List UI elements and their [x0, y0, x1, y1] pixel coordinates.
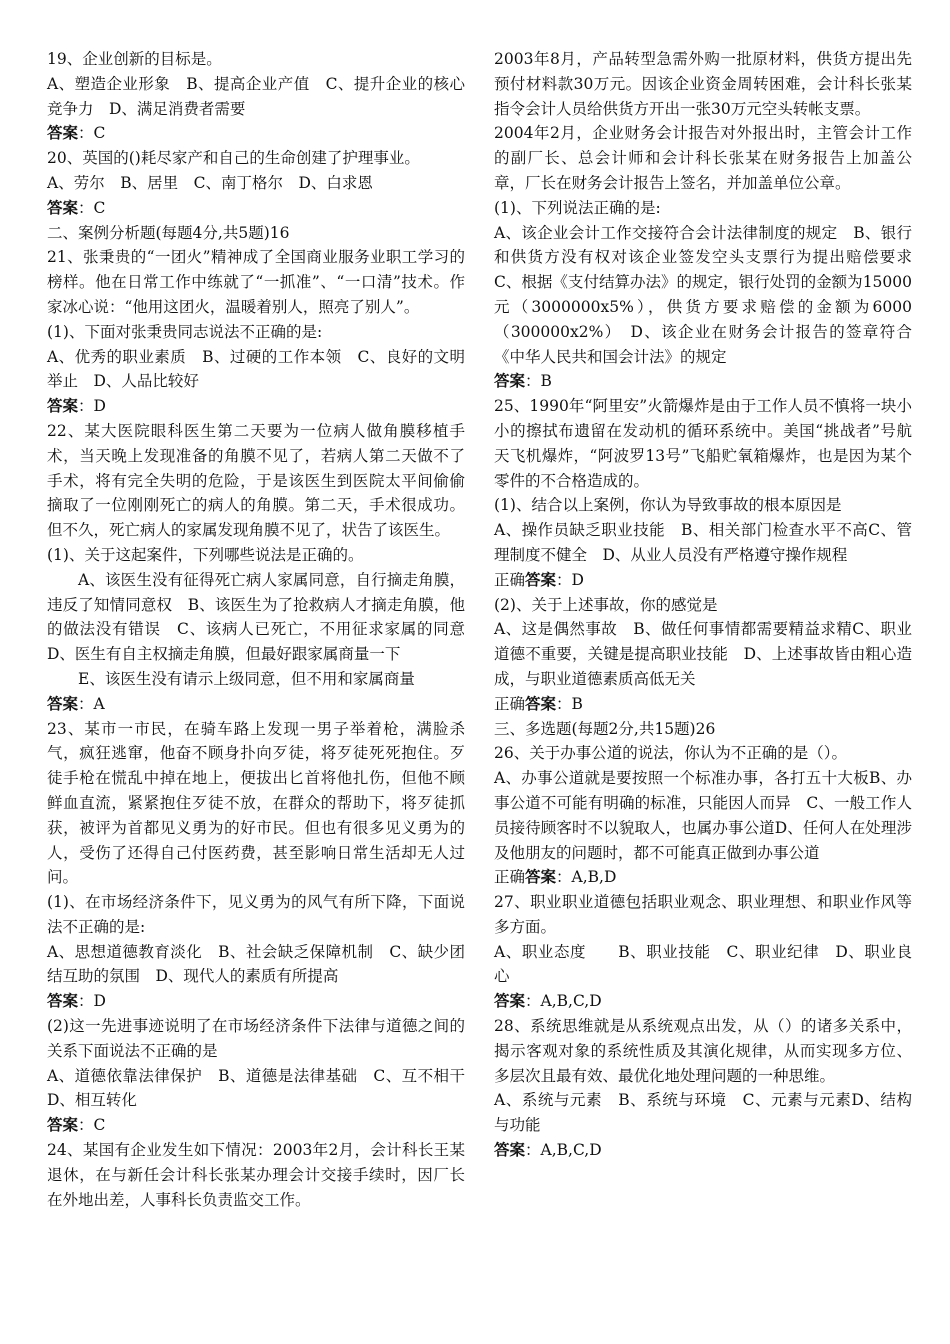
text-paragraph: A、办事公道就是要按照一个标准办事，各打五十大板B、办事公道不可能有明确的标准，只能因人而异 C、一般工作人员接待顾客时不以貌取人，也属办事公道D、任何人在处理涉及他朋友的问题时，都不可能真正做到办事公道	[494, 769, 912, 862]
answer-value: ：D	[78, 397, 106, 416]
text-paragraph: A、塑造企业形象 B、提高企业产值 C、提升企业的核心竞争力 D、满足消费者需要	[47, 74, 465, 118]
answer-line	[494, 568, 912, 593]
answer-value: ：B	[556, 694, 583, 713]
text-paragraph: A、劳尔 B、居里 C、南丁格尔 D、白求恩	[47, 173, 373, 192]
answer-value: ：D	[78, 992, 106, 1011]
text-paragraph: (1)、在市场经济条件下，见义勇为的风气有所下降，下面说法不正确的是:	[47, 893, 465, 936]
answer-label: 答案	[525, 693, 557, 713]
answer-line	[494, 692, 912, 717]
answer-line	[47, 989, 465, 1014]
answer-line	[47, 1113, 465, 1138]
text-paragraph: 27、职业职业道德包括职业观念、职业理想、和职业作风等多方面。	[494, 893, 912, 936]
answer-value: ：A,B,C,D	[525, 1141, 602, 1160]
text-paragraph: E、该医生没有请示上级同意，但不用和家属商量	[78, 669, 415, 688]
answer-label: 答案	[47, 1115, 79, 1135]
text-paragraph: A、操作员缺乏职业技能 B、相关部门检查水平不高C、管理制度不健全 D、从业人员没有严格遵守操作规程	[494, 521, 912, 564]
answer-label: 答案	[47, 197, 79, 217]
answer-line	[47, 692, 465, 717]
answer-value: ：C	[78, 1116, 106, 1135]
text-paragraph: A、优秀的职业素质 B、过硬的工作本领 C、良好的文明举止 D、人品比较好	[47, 347, 465, 391]
text-paragraph: (2)、关于上述事故，你的感觉是	[494, 595, 718, 614]
answer-label: 答案	[47, 991, 79, 1011]
text-paragraph: A、该医生没有征得死亡病人家属同意，自行摘走角膜，违反了知情同意权 B、该医生为了抢救病人才摘走角膜，他的做法没有错误 C、该病人已死亡，不用征求家属的同意 D、医生有自主权摘走角膜，但最好跟家属商量一下	[47, 570, 481, 664]
answer-line	[494, 865, 912, 890]
text-paragraph: 20、英国的()耗尽家产和自己的生命创建了护理事业。	[47, 149, 420, 168]
answer-prefix: 正确	[494, 570, 526, 589]
text-paragraph: 24、某国有企业发生如下情况：2003年2月，会计科长王某退休，在与新任会计科长张某办理会计交接手续时，因厂长在外地出差，人事科长负责监交工作。	[47, 1141, 465, 1209]
text-paragraph: (1)、下面对张秉贵同志说法不正确的是:	[47, 322, 323, 341]
text-paragraph: (1)、下列说法正确的是:	[494, 198, 661, 217]
text-paragraph: 2004年2月，企业财务会计报告对外报出时，主管会计工作的副厂长、总会计师和会计科长张某在财务报告上加盖公章，厂长在财务会计报告上签名，并加盖单位公章。	[494, 124, 912, 192]
text-paragraph: 19、企业创新的目标是。	[47, 50, 222, 68]
answer-label: 答案	[525, 569, 557, 589]
text-paragraph: 23、某市一市民，在骑车路上发现一男子举着枪，满脸杀气，疯狂逃窜，他奋不顾身扑向歹徒，将歹徒死死抱住。歹徒手枪在慌乱中掉在地上，便拔出匕首将他扎伤，但他不顾鲜血直流，紧紧抱住歹徒不放，在群众的帮助下，将歹徒抓获，被评为首都见义勇为的好市民。但也有很多见义勇为的人，受伤了还得自己付医药费，甚至影响日常生活却无人过问。	[47, 719, 465, 887]
answer-label: 答案	[47, 396, 79, 416]
answer-label: 答案	[525, 867, 557, 887]
answer-label: 答案	[47, 693, 79, 713]
answer-value: ：D	[556, 570, 584, 589]
text-paragraph: (2)这一先进事迹说明了在市场经济条件下法律与道德之间的关系下面说法不正确的是	[47, 1017, 465, 1060]
text-paragraph: A、思想道德教育淡化 B、社会缺乏保障机制 C、缺少团结互助的氛围 D、现代人的素质有所提高	[47, 942, 465, 986]
answer-prefix: 正确	[494, 868, 526, 887]
text-paragraph: A、系统与元素 B、系统与环境 C、元素与元素D、结构与功能	[494, 1091, 912, 1135]
answer-label: 答案	[494, 991, 526, 1011]
text-paragraph: 25、1990年“阿里安”火箭爆炸是由于工作人员不慎将一块小小的擦拭布遗留在发动机的循环系统中。美国“挑战者”号航天飞机爆炸，“阿波罗13号”飞船贮氧箱爆炸，也是因为某个零件的不合格造成的。	[494, 397, 912, 490]
text-paragraph: 2003年8月，产品转型急需外购一批原材料，供货方提出先预付材料款30万元。因该企业资金周转困难，会计科长张某指令会计人员给供货方开出一张30万元空头转帐支票。	[494, 50, 912, 118]
answer-line	[47, 196, 465, 221]
text-paragraph: 26、关于办事公道的说法，你认为不正确的是（）。	[494, 744, 847, 763]
text-paragraph: 21、张秉贵的“一团火”精神成了全国商业服务业职工学习的榜样。他在日常工作中练就了“一抓准”、“一口清”技术。作家冰心说：“他用这团火，温暖着别人，照亮了别人”。	[47, 248, 465, 316]
left-column	[47, 47, 481, 1212]
answer-value: ：C	[78, 124, 106, 143]
answer-line	[47, 121, 465, 146]
text-paragraph: 22、某大医院眼科医生第二天要为一位病人做角膜移植手术，当天晚上发现准备的角膜不见了，若病人第二天做不了手术，将有完全失明的危险，于是该医生到医院太平间偷偷摘取了一位刚刚死亡的病人的角膜。第二天，手术很成功。但不久，死亡病人的家属发现角膜不见了，状告了该医生。	[47, 421, 465, 540]
right-column	[494, 47, 928, 1163]
answer-prefix: 正确	[494, 694, 526, 713]
text-paragraph: 28、系统思维就是从系统观点出发，从（）的诸多关系中，揭示客观对象的系统性质及其演化规律，从而实现多方位、多层次且最有效、最优化地处理问题的一种思维。	[494, 1017, 912, 1085]
answer-value: ：B	[525, 372, 552, 391]
text-paragraph: 二、案例分析题(每题4分,共5题)16	[47, 223, 290, 242]
text-paragraph: A、职业态度 B、职业技能 C、职业纪律 D、职业良心	[494, 942, 912, 986]
text-paragraph: A、该企业会计工作交接符合会计法律制度的规定 B、银行和供货方没有权对该企业签发空头支票行为提出赔偿要求 C、根据《支付结算办法》的规定，银行处罚的金额为15000元（3000000x5%），供货方要求赔偿的金额为6000（300000x2%） D、该企业在财务会计报告的签章符合《中华人民共和国会计法》的规定	[494, 223, 928, 366]
answer-value: ：A	[78, 694, 105, 713]
answer-line	[494, 1138, 912, 1163]
answer-line	[494, 989, 912, 1014]
answer-label: 答案	[494, 1140, 526, 1160]
answer-value: ：A,B,D	[556, 868, 617, 887]
text-paragraph: (1)、结合以上案例，你认为导致事故的根本原因是	[494, 496, 842, 515]
text-paragraph: A、道德依靠法律保护 B、道德是法律基础 C、互不相干 D、相互转化	[47, 1066, 481, 1110]
answer-line	[494, 369, 912, 394]
answer-value: ：A,B,C,D	[525, 992, 602, 1011]
answer-label: 答案	[47, 123, 79, 143]
text-paragraph: A、这是偶然事故 B、做任何事情都需要精益求精C、职业道德不重要，关键是提高职业技能 D、上述事故皆由粗心造成，与职业道德素质高低无关	[494, 620, 912, 688]
text-paragraph: (1)、关于这起案件，下列哪些说法是正确的。	[47, 545, 364, 564]
answer-value: ：C	[78, 198, 106, 217]
text-paragraph: 三、多选题(每题2分,共15题)26	[494, 719, 716, 738]
answer-line	[47, 394, 465, 419]
answer-label: 答案	[494, 371, 526, 391]
